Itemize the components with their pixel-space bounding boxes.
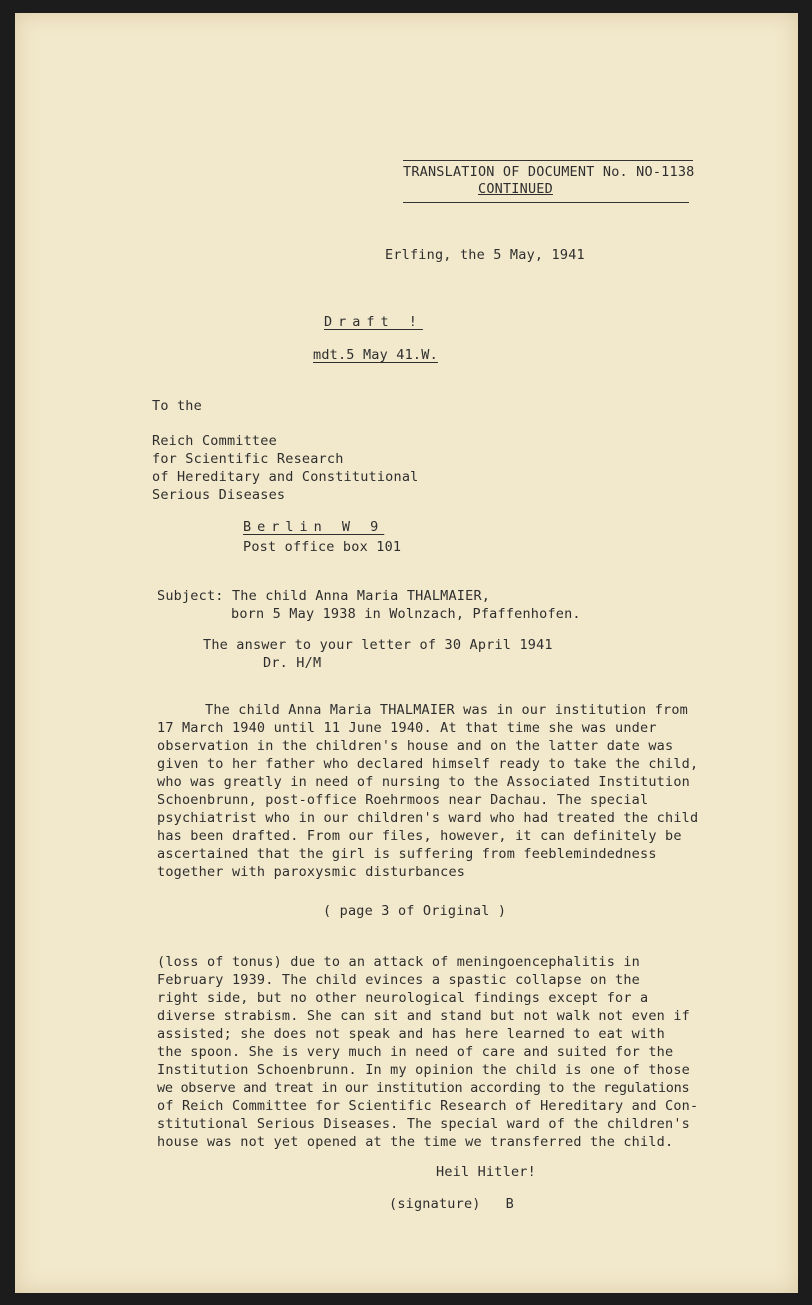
paragraph-1-line: ascertained that the girl is suffering from feeblemindedness [157,846,657,862]
recipient-salutation: To the [152,398,202,414]
paragraph-2-line: of Reich Committee for Scientific Research of Hereditary and Con- [157,1098,699,1114]
paragraph-1-line: 17 March 1940 until 11 June 1940. At that time she was under [157,720,657,736]
place-date: Erlfing, the 5 May, 1941 [385,247,585,263]
recipient-line: of Hereditary and Constitutional [152,469,419,485]
draft-code: mdt.5 May 41.W. [313,347,438,363]
reference-line-2: Dr. H/M [263,655,322,671]
paragraph-1-line: together with paroxysmic disturbances [157,864,466,880]
header-subtitle: CONTINUED [478,181,553,197]
paragraph-1-line: psychiatrist who in our children's ward who had treated the child [157,810,699,826]
paragraph-1-line: given to her father who declared himself ready to take the child, [157,756,699,772]
paragraph-2-line: diverse strabism. She can sit and stand but not walk not even if [157,1008,690,1024]
signature: (signature) B [389,1196,514,1212]
paragraph-2-line: Institution Schoenbrunn. In my opinion the child is one of those [157,1062,690,1078]
paragraph-2-line: February 1939. The child evinces a spastic collapse on the [157,972,641,988]
paragraph-1-line: Schoenbrunn, post-office Roehrmoos near Dachau. The special [157,792,649,808]
recipient-city: Berlin W 9 [243,519,385,535]
document-page [15,13,798,1293]
reference-line-1: The answer to your letter of 30 April 1941 [203,637,553,653]
paragraph-1-line: who was greatly in need of nursing to the Associated Institution [157,774,690,790]
subject-line-2: born 5 May 1938 in Wolnzach, Pfaffenhofen. [231,606,581,622]
paragraph-1-line: has been drafted. From our files, however, it can definitely be [157,828,682,844]
recipient-line: Reich Committee [152,433,277,449]
paragraph-2-line: the spoon. She is very much in need of care and suited for the [157,1044,674,1060]
paragraph-1-line: The child Anna Maria THALMAIER was in our institution from [205,702,689,718]
paragraph-2-line: we observe and treat in our institution according to the regulations [157,1080,690,1096]
paragraph-2-line: house was not yet opened at the time we transferred the child. [157,1134,674,1150]
paragraph-2-line: stitutional Serious Diseases. The special ward of the children's [157,1116,690,1132]
paragraph-1-line: observation in the children's house and on the latter date was [157,738,674,754]
paragraph-2-line: (loss of tonus) due to an attack of meningoencephalitis in [157,954,641,970]
closing: Heil Hitler! [436,1164,536,1180]
subject-line-1: Subject: The child Anna Maria THALMAIER, [157,588,491,604]
draft-label: Draft ! [324,314,423,330]
page-marker: ( page 3 of Original ) [323,903,507,919]
recipient-po-box: Post office box 101 [243,539,402,555]
recipient-line: Serious Diseases [152,487,286,503]
recipient-line: for Scientific Research [152,451,344,467]
paragraph-2-line: assisted; she does not speak and has here learned to eat with [157,1026,665,1042]
header-rule-bottom [403,202,689,203]
paragraph-2-line: right side, but no other neurological findings except for a [157,990,649,1006]
header-rule-top [403,160,693,161]
header-title: TRANSLATION OF DOCUMENT No. NO-1138 [403,164,695,180]
